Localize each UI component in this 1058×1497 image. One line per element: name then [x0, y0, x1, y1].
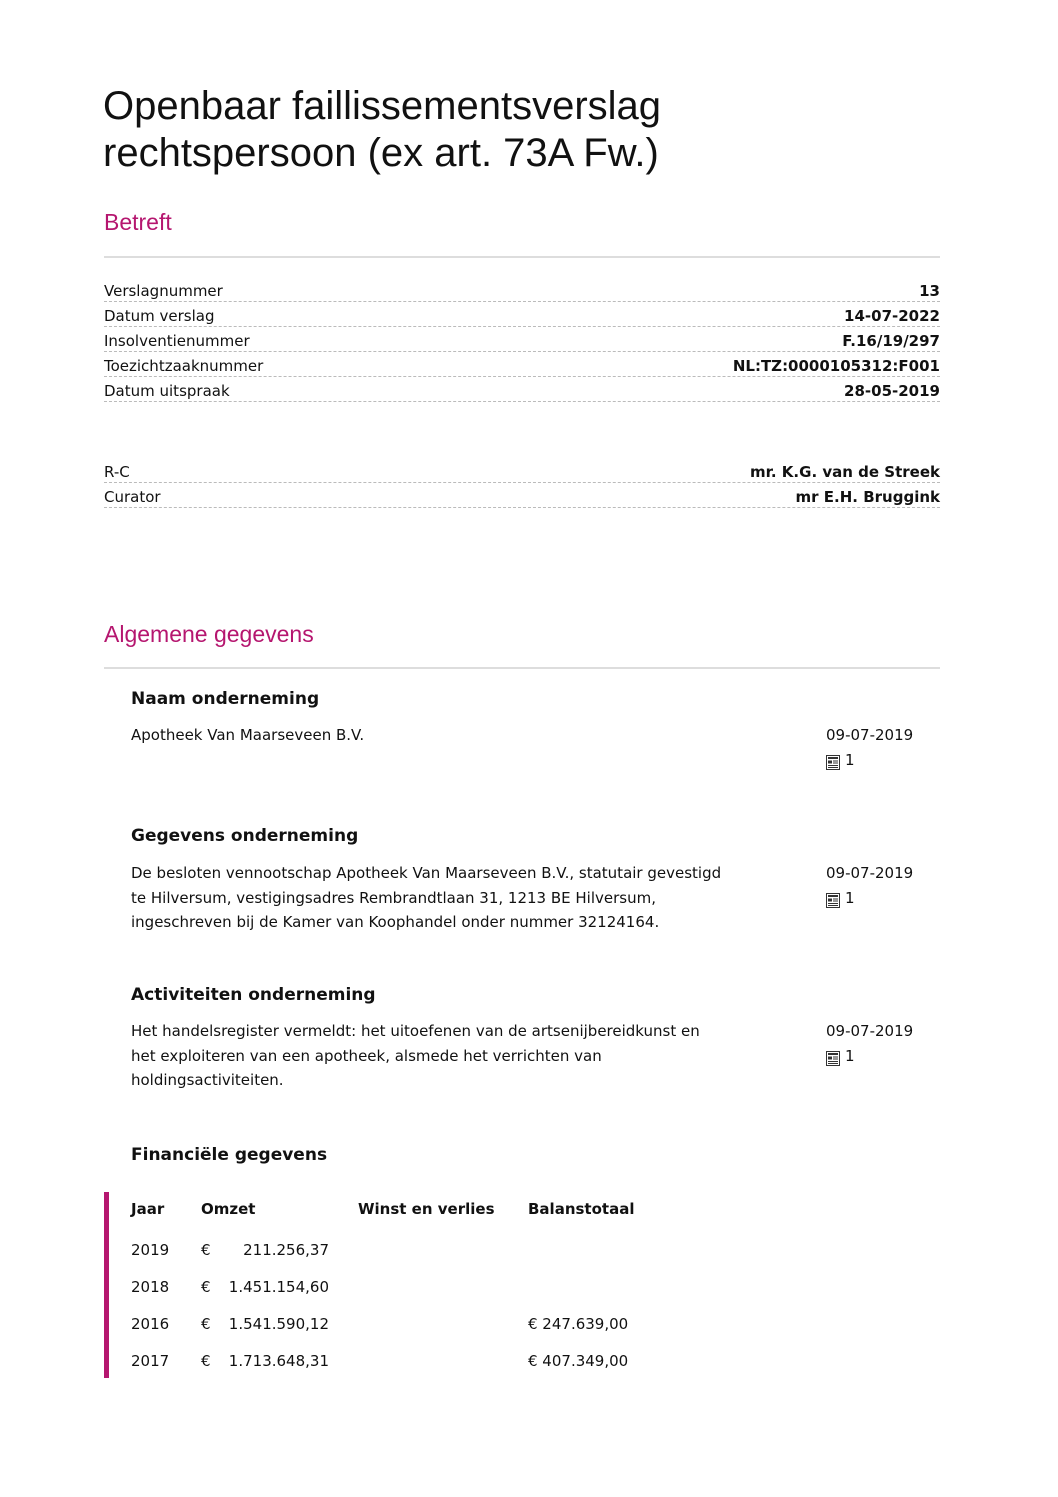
section-heading-betreft: Betreft — [104, 209, 172, 235]
reference-link[interactable] — [826, 886, 941, 911]
cell-balans: € 407.349,00 — [528, 1352, 629, 1370]
table-row — [104, 328, 940, 352]
table-row — [131, 1222, 678, 1259]
row-label: Insolventienummer — [104, 332, 250, 350]
date: 09-07-2019 — [826, 864, 914, 882]
row-label: Verslagnummer — [104, 282, 223, 300]
text-line: het exploiteren van een apotheek, alsmede het verrichten van — [131, 1046, 602, 1065]
amount: 211.256,37 — [243, 1241, 329, 1259]
table-header-row — [131, 1200, 678, 1222]
cell-balans — [528, 1222, 678, 1259]
row-value: mr E.H. Bruggink — [795, 488, 940, 506]
table-row — [131, 1296, 678, 1333]
column-header: Winst en verlies — [358, 1200, 495, 1218]
cell-omzet — [201, 1222, 358, 1259]
row-value: NL:TZ:0000105312:F001 — [732, 357, 940, 375]
document-icon — [826, 893, 840, 908]
date: 09-07-2019 — [826, 1022, 914, 1040]
subheading-financieel: Financiële gegevens — [131, 1145, 328, 1165]
text-line: holdingsactiviteiten. — [131, 1071, 284, 1089]
currency: € — [201, 1241, 211, 1259]
subheading-gegevens: Gegevens onderneming — [131, 826, 359, 846]
currency: € — [201, 1352, 211, 1370]
cell-winst — [358, 1222, 528, 1259]
amount: 1.541.590,12 — [228, 1315, 329, 1333]
document-icon — [826, 1051, 840, 1066]
reference-number: 1 — [845, 888, 855, 907]
text-line: Apotheek Van Maarseveen B.V. — [131, 726, 365, 744]
document-icon — [826, 755, 840, 770]
cell-jaar: 2016 — [131, 1315, 170, 1333]
row-label: Datum verslag — [104, 307, 215, 325]
text-line: te Hilversum, vestigingsadres Rembrandtlaan 31, 1213 BE Hilversum, — [131, 888, 656, 907]
table-row — [131, 1333, 678, 1370]
persons-table — [104, 459, 940, 509]
cell-jaar: 2019 — [131, 1241, 170, 1259]
row-value: 14-07-2022 — [844, 307, 940, 325]
cell-jaar: 2018 — [131, 1278, 170, 1296]
cell-omzet — [201, 1333, 358, 1370]
cell-balans: € 247.639,00 — [528, 1315, 629, 1333]
financial-table — [131, 1200, 678, 1370]
date: 09-07-2019 — [826, 726, 914, 744]
section-heading-algemeen: Algemene gegevens — [104, 621, 314, 647]
cell-jaar: 2017 — [131, 1352, 170, 1370]
amount: 1.713.648,31 — [228, 1352, 329, 1370]
page-title-line-2: rechtspersoon (ex art. 73A Fw.) — [103, 131, 659, 175]
row-value: F.16/19/297 — [842, 332, 940, 350]
table-row — [104, 459, 940, 483]
betreft-table — [104, 278, 940, 403]
currency: € — [201, 1315, 211, 1333]
table-row — [104, 378, 940, 402]
row-value: mr. K.G. van de Streek — [750, 463, 940, 481]
cell-winst — [358, 1296, 528, 1333]
cell-omzet — [201, 1296, 358, 1333]
gegevens-date-ref — [826, 861, 941, 910]
currency: € — [201, 1278, 211, 1296]
amount: 1.451.154,60 — [228, 1278, 329, 1296]
naam-text — [131, 723, 801, 748]
reference-number: 1 — [845, 750, 855, 769]
divider — [104, 256, 940, 258]
cell-balans — [528, 1259, 678, 1296]
column-header: Balanstotaal — [528, 1200, 635, 1218]
row-value: 28-05-2019 — [844, 382, 940, 400]
table-row — [104, 278, 940, 302]
row-label: Datum uitspraak — [104, 382, 230, 400]
naam-date-ref — [826, 723, 941, 772]
cell-winst — [358, 1259, 528, 1296]
accent-bar — [104, 1192, 109, 1378]
activiteiten-text — [131, 1019, 801, 1093]
gegevens-text — [131, 861, 801, 935]
row-value: 13 — [919, 282, 940, 300]
column-header: Omzet — [201, 1200, 256, 1218]
row-label: R-C — [104, 463, 130, 481]
page-title-line-1: Openbaar faillissementsverslag — [103, 84, 662, 128]
page-title — [103, 83, 953, 177]
cell-winst — [358, 1333, 528, 1370]
table-row — [104, 303, 940, 327]
subheading-activiteiten: Activiteiten onderneming — [131, 985, 376, 1005]
column-header: Jaar — [131, 1200, 165, 1218]
cell-omzet — [201, 1259, 358, 1296]
divider — [104, 667, 940, 669]
row-label: Curator — [104, 488, 161, 506]
subheading-naam: Naam onderneming — [131, 689, 320, 709]
table-row — [104, 484, 940, 508]
reference-link[interactable] — [826, 1044, 941, 1069]
reference-number: 1 — [845, 1046, 855, 1065]
text-line: De besloten vennootschap Apotheek Van Maarseveen B.V., statutair gevestigd — [131, 864, 722, 882]
text-line: Het handelsregister vermeldt: het uitoefenen van de artsenijbereidkunst en — [131, 1022, 700, 1040]
table-row — [104, 353, 940, 377]
table-row — [131, 1259, 678, 1296]
reference-link[interactable] — [826, 748, 941, 773]
text-line: ingeschreven bij de Kamer van Koophandel onder nummer 32124164. — [131, 913, 660, 931]
activiteiten-date-ref — [826, 1019, 941, 1068]
row-label: Toezichtzaaknummer — [104, 357, 264, 375]
